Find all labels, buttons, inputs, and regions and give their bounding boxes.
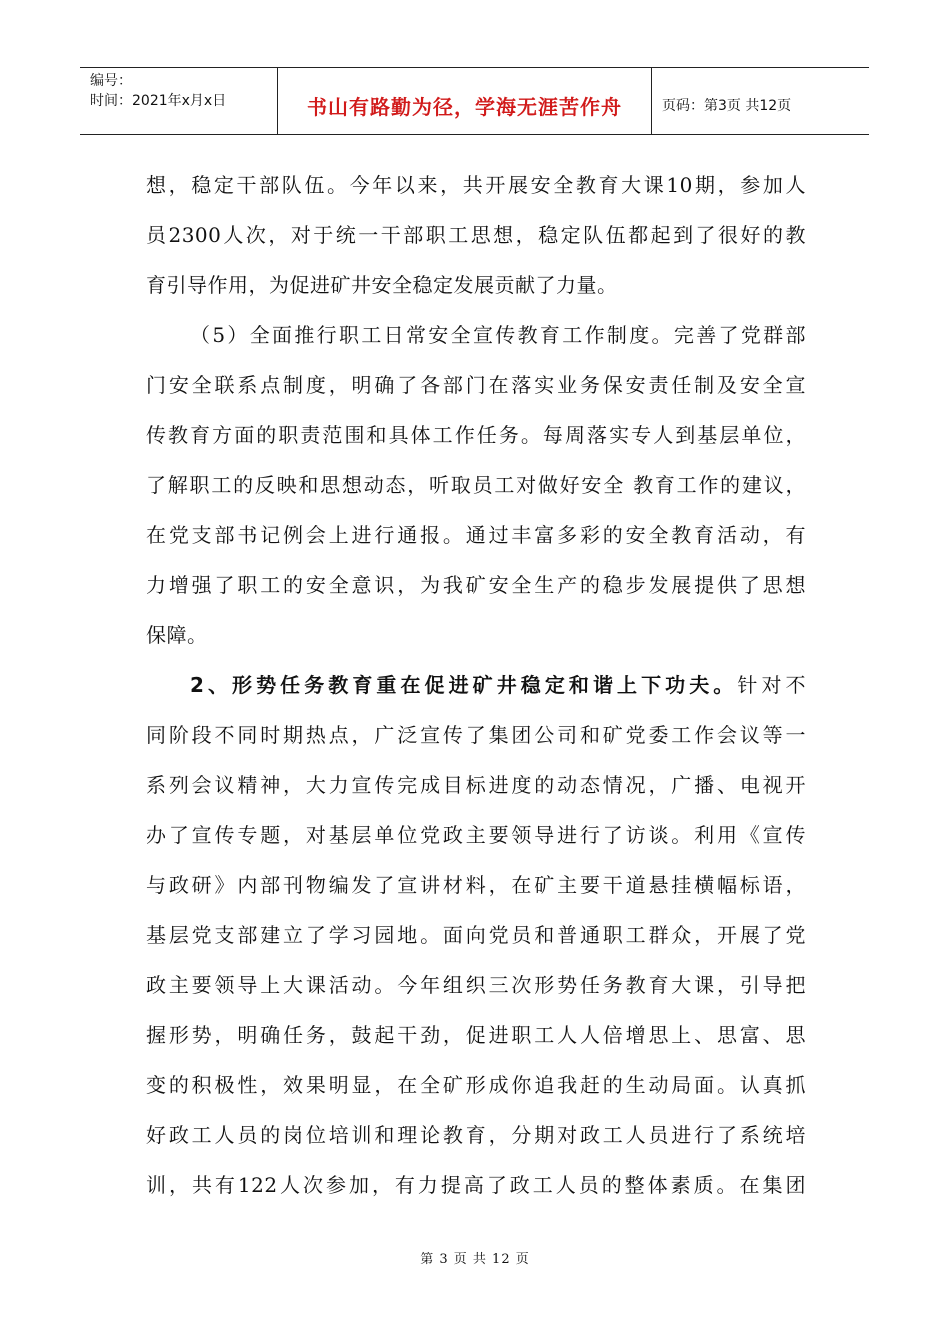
header-meta [80,68,278,134]
header-page-info: 页码：第3页 共12页 [662,98,792,114]
header-motto: 书山有路勤为径，学海无涯苦作舟 [278,68,652,134]
text-line: 员2300人次，对于统一干部职工思想，稳定队伍都起到了很好的教 [146,223,806,247]
text-line: 政主要领导上大课活动。今年组织三次形势任务教育大课，引导把 [146,973,806,997]
section-heading: 2、形势任务教育重在促进矿井稳定和谐上下功夫。 [190,673,738,697]
text-line: 训，共有122人次参加，有力提高了政工人员的整体素质。在集团 [146,1173,806,1197]
text-line: 保障。 [146,623,208,647]
text-line: 在党支部书记例会上进行通报。通过丰富多彩的安全教育活动，有 [146,523,806,547]
text-line: （5）全面推行职工日常安全宣传教育工作制度。完善了党群部 [190,323,806,347]
text-line: 握形势，明确任务，鼓起干劲，促进职工人人倍增思上、思富、思 [146,1023,806,1047]
text-line: 好政工人员的岗位培训和理论教育，分期对政工人员进行了系统培 [146,1123,806,1147]
page-footer: 第 3 页 共 12 页 [420,1252,530,1267]
text-line: 育引导作用，为促进矿井安全稳定发展贡献了力量。 [146,273,618,297]
text-line: 基层党支部建立了学习园地。面向党员和普通职工群众，开展了党 [146,923,806,947]
text-line: 同阶段不同时期热点，广泛宣传了集团公司和矿党委工作会议等一 [146,723,806,747]
text-line: 传教育方面的职责范围和具体工作任务。每周落实专人到基层单位， [146,423,806,447]
section-heading-line [146,660,806,710]
text-line: 门安全联系点制度，明确了各部门在落实业务保安责任制及安全宣 [146,373,806,397]
text-line: 办了宣传专题，对基层单位党政主要领导进行了访谈。利用《宣传 [146,823,806,847]
text-line: 与政研》内部刊物编发了宣讲材料，在矿主要干道悬挂横幅标语， [146,873,806,897]
text-line: 想，稳定干部队伍。今年以来，共开展安全教育大课10期，参加人 [146,173,806,197]
document-number-label: 编号： [90,73,132,89]
text-line: 变的积极性，效果明显，在全矿形成你追我赶的生动局面。认真抓 [146,1073,806,1097]
text-line: 了解职工的反映和思想动态，听取员工对做好安全 教育工作的建议， [146,473,806,497]
page-header [80,67,869,135]
text-fragment: 针对不 [737,673,807,697]
text-line: 力增强了职工的安全意识，为我矿安全生产的稳步发展提供了思想 [146,573,806,597]
document-date: 时间：2021年x月x日 [90,93,227,109]
document-body [146,160,806,1210]
text-line: 系列会议精神，大力宣传完成目标进度的动态情况，广播、电视开 [146,773,806,797]
